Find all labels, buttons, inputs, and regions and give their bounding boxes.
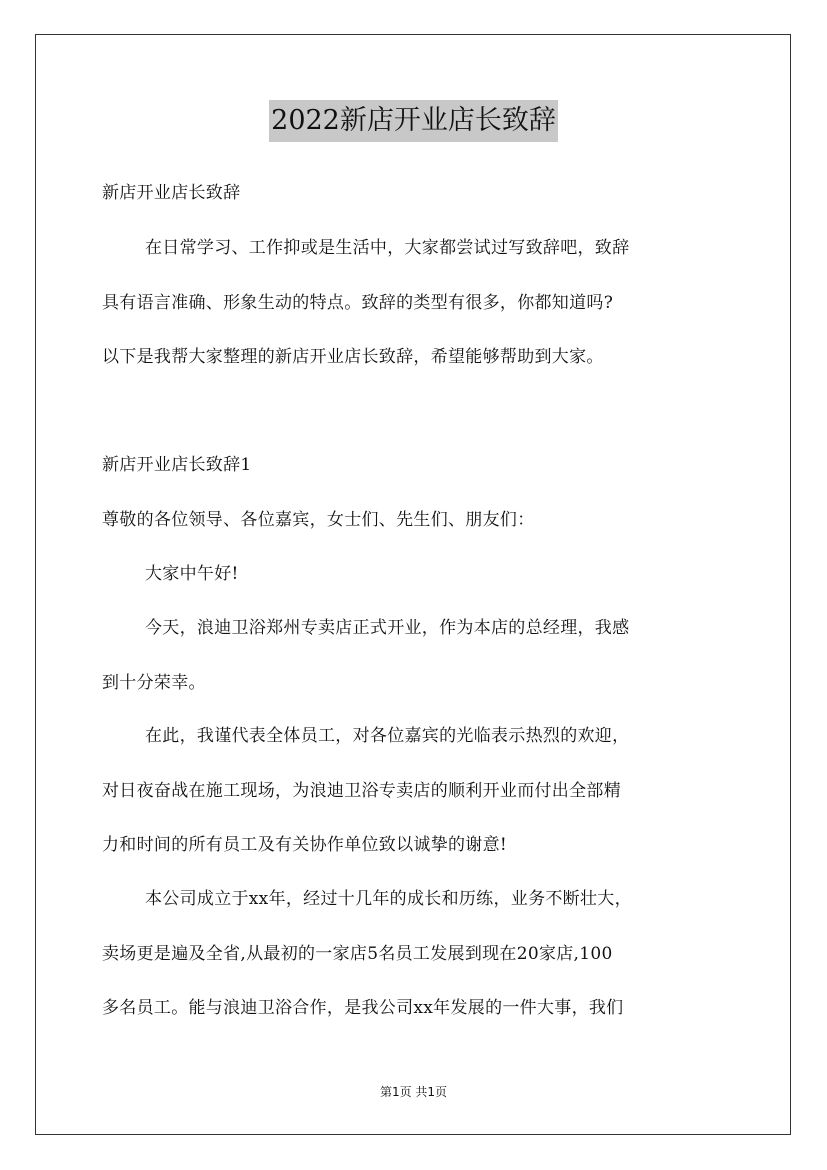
paragraph-line: 在日常学习、工作抑或是生活中，大家都尝试过写致辞吧，致辞	[145, 238, 630, 258]
paragraph-line: 卖场更是遍及全省,从最初的一家店5名员工发展到现在20家店,100	[102, 944, 613, 964]
paragraph-line: 力和时间的所有员工及有关协作单位致以诚挚的谢意!	[102, 835, 508, 855]
greeting: 大家中午好!	[145, 564, 239, 584]
subtitle: 新店开业店长致辞	[102, 183, 241, 203]
paragraph-line: 对日夜奋战在施工现场，为浪迪卫浴专卖店的顺利开业而付出全部精	[102, 781, 621, 801]
paragraph-line: 以下是我帮大家整理的新店开业店长致辞，希望能够帮助到大家。	[102, 347, 604, 367]
page-footer: 第1页 共1页	[379, 1085, 448, 1099]
paragraph-line: 在此，我谨代表全体员工，对各位嘉宾的光临表示热烈的欢迎，	[145, 726, 630, 746]
title-container	[0, 100, 827, 142]
paragraph-line: 今天，浪迪卫浴郑州专卖店正式开业，作为本店的总经理，我感	[145, 618, 630, 638]
section-heading: 新店开业店长致辞1	[102, 455, 252, 475]
paragraph-line: 到十分荣幸。	[102, 673, 206, 693]
paragraph-line: 多名员工。能与浪迪卫浴合作，是我公司xx年发展的一件大事，我们	[102, 998, 624, 1018]
paragraph-line: 本公司成立于xx年，经过十几年的成长和历练，业务不断壮大，	[145, 889, 632, 909]
salutation: 尊敬的各位领导、各位嘉宾，女士们、先生们、朋友们：	[102, 510, 535, 530]
paragraph-line: 具有语言准确、形象生动的特点。致辞的类型有很多，你都知道吗?	[102, 293, 614, 313]
document-title: 2022新店开业店长致辞	[269, 100, 558, 142]
